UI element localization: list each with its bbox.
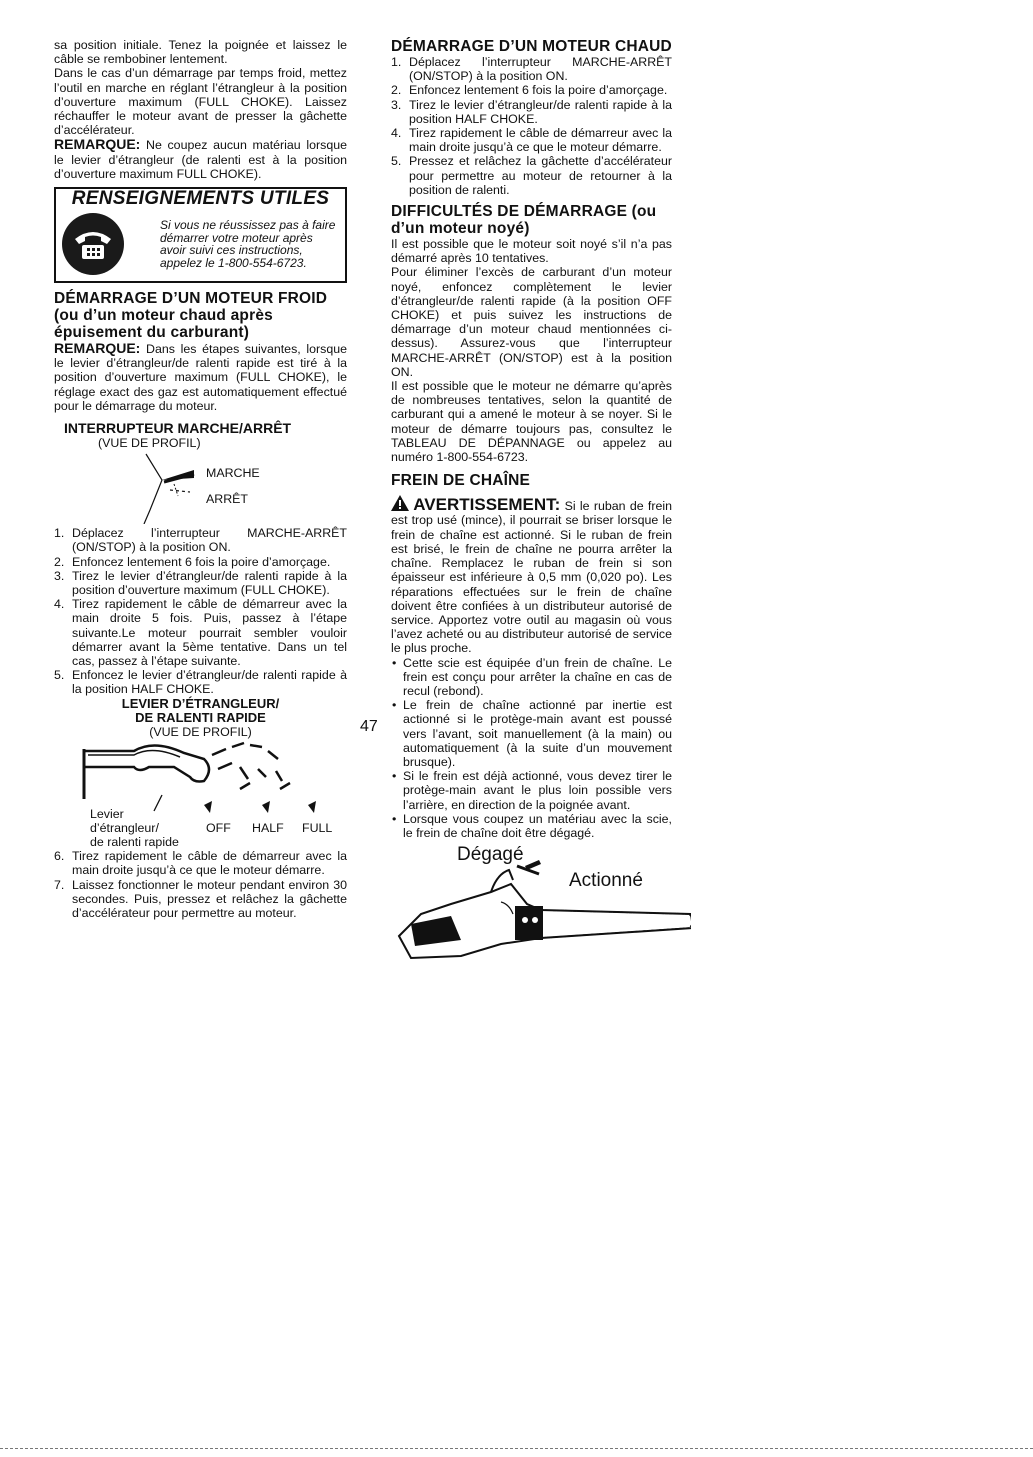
lever-label-3: de ralenti rapide [90,834,179,849]
info-box [54,187,347,283]
page-number: 47 [360,718,378,735]
warning-icon [391,495,409,511]
remarque-1-label: REMARQUE: [54,136,141,153]
chain-brake-figure [391,844,672,966]
position-off: OFF [206,820,231,835]
phone-icon [62,213,124,275]
step: 7. Laissez fonctionner le moteur pendant environ 30 secondes. Puis, pressez et relâchez la gâchette d’accélérateur pour permettre au moteur. [54,877,347,920]
position-full: FULL [302,820,333,835]
warning-text: Si le ruban de frein est trop usé (mince), il pourrait se briser lorsque le frein de chaîne est actionné. Si le ruban de frein est brisé, le frein de chaîne ne pourra arrêter la chaîne. Remplacez le ruban de frein si son épaisseur est inférieure à 0,5 mm (0,020 po). Les réparations effectuées sur le frein de chaîne doivent être confiées à un distributeur autorisé de service. Apportez votre outil au magasin où vous l’avez acheté ou au distributeur autorisé de service le plus proche. [391,499,672,656]
left-column [54,38,347,920]
lever-heading-1: LEVIER D’ÉTRANGLEUR/ [121,695,280,711]
list-item: • Cette scie est équipée d’un frein de chaîne. Le frein est conçu pour arrêter la chaîne en cas de recul (rebond). [391,656,672,699]
label-engaged: Actionné [569,870,643,892]
info-box-text: Si vous ne réussissez pas à faire démarrer votre moteur après avoir suivi ces instructions, appelez le 1-800-554-6723. [160,218,336,270]
flooded-paragraph-1: Il est possible que le moteur soit noyé s’il n’a pas démarré après 10 tentatives. [391,237,672,266]
chain-brake-heading: FREIN DE CHAÎNE [391,472,531,490]
cold-weather-paragraph: Dans le cas d’un démarrage par temps froid, mettez l’outil en marche en réglant l’étrangleur à la position d’ouverture maximum (FULL CHOKE). Laissez réchauffer le moteur avant de presser la gâchette d’accélérateur. [54,66,347,138]
warning-label: AVERTISSEMENT: [413,495,561,515]
remarque-1 [54,137,347,181]
lever-label-2: d’étrangleur/ [90,820,159,835]
page-edge-line [0,1448,1033,1449]
position-half: HALF [252,820,284,835]
intro-paragraph: sa position initiale. Tenez la poignée et laissez le câble se rembobiner lentement. [54,38,347,67]
switch-label-off: ARRÊT [206,492,248,507]
step: 3. Tirez le levier d’étrangleur/de ralenti rapide à la position d’ouverture maximum (FULL CHOKE). [54,568,347,598]
step: 1. Déplacez l’interrupteur MARCHE-ARRÊT (ON/STOP) à la position ON. [54,526,347,555]
step: 4. Tirez rapidement le câble de démarreur avec la main droite 5 fois. Puis, passez à l’étape suivante.Le moteur pourrait sembler vouloir démarrer avant la 5ème tentative. Dans un tel cas, passez à l’étape suivante. [54,597,347,669]
cold-start-steps-continued [54,849,347,920]
flooded-paragraph-2: Pour éliminer l’excès de carburant d’un moteur noyé, enfoncez complètement le levier d’étrangleur/de ralenti rapide (à la position OFF CHOKE) et puis suivez les instructions de démarrage d’un moteur chaud mentionnées ci-dessus). Assurez-vous que l’interrupteur MARCHE-ARRÊT (ON/STOP) est à la position ON. [391,265,672,379]
list-item: • Le frein de chaîne actionné par inertie est actionné si le protège-main avant est poussé vers l’avant, soit manuellement (à la main) ou automatiquement (à la suite d’un mouvement brusque). [391,698,672,769]
step: 2. Enfoncez lentement 6 fois la poire d’amorçage. [54,554,331,569]
cold-start-steps [54,526,347,696]
lever-subheading: (VUE DE PROFIL) [149,724,252,739]
warm-start-steps [391,55,672,197]
switch-label-on: MARCHE [206,466,260,481]
lever-label-1: Levier [90,806,124,821]
step: 4. Tirez rapidement le câble de démarreur avec la main droite jusqu’à ce que le moteur démarre. [391,126,672,155]
remarque-2-text: Dans les étapes suivantes, lorsque le levier d’étrangleur/de ralenti rapide est tiré à la position d’ouverture maximum (FULL CHOKE), le réglage exact des gaz est automatiquement effectué pour le démarrage du moteur. [54,342,347,413]
lever-position-labels [54,821,347,835]
switch-figure [54,450,347,524]
flooded-paragraph-3: Il est possible que le moteur ne démarre qu’après de nombreuses tentatives, selon la quantité de carburant qui a amené le moteur à se noyer. Si le moteur de démarre toujours pas, consultez le TABLEAU DE DÉPANNAGE ou appelez au numéro 1-800-554-6723. [391,379,672,465]
step: 6. Tirez rapidement le câble de démarreur avec la main droite jusqu’à ce que le moteur démarre. [54,849,347,878]
list-item: • Si le frein est déjà actionné, vous devez tirer le protège-main avant le plus loin possible vers l’arrière, en direction de la poignée avant. [391,769,672,812]
flooded-heading: DIFFICULTÉS DE DÉMARRAGE (ou d’un moteur noyé) [391,203,657,238]
list-item: • Lorsque vous coupez un matériau avec la scie, le frein de chaîne doit être dégagé. [391,812,672,840]
step: 5. Pressez et relâchez la gâchette d’accélérateur pour permettre au moteur de retourner à la position de ralenti. [391,154,672,197]
step: 1. Déplacez l’interrupteur MARCHE-ARRÊT (ON/STOP) à la position ON. [391,55,672,84]
lever-heading-2: DE RALENTI RAPIDE [135,709,266,725]
remarque-2 [54,341,347,413]
info-box-title: RENSEIGNEMENTS UTILES [71,188,330,210]
step: 5. Enfoncez le levier d’étrangleur/de ralenti rapide à la position HALF CHOKE. [54,668,347,697]
switch-subheading: (VUE DE PROFIL) [98,436,201,451]
step: 3. Tirez le levier d’étrangleur/de ralenti rapide à la position HALF CHOKE. [391,97,672,126]
label-disengaged: Dégagé [457,844,524,866]
switch-heading: INTERRUPTEUR MARCHE/ARRÊT [64,420,292,437]
step: 2. Enfoncez lentement 6 fois la poire d’amorçage. [391,83,668,98]
chain-brake-bullets [391,656,672,841]
right-column [391,38,672,966]
warm-start-heading: DÉMARRAGE D’UN MOTEUR CHAUD [391,38,672,55]
choke-lever-figure [54,739,347,821]
remarque-2-label: REMARQUE: [54,340,141,357]
cold-start-heading: DÉMARRAGE D’UN MOTEUR FROID (ou d’un moteur chaud après épuisement du carburant) [54,290,328,342]
warning-paragraph [391,495,672,655]
remarque-1-text: Ne coupez aucun matériau lorsque le levier d’étrangleur (de ralenti est à la position d’ouverture maximum FULL CHOKE). [54,138,347,181]
